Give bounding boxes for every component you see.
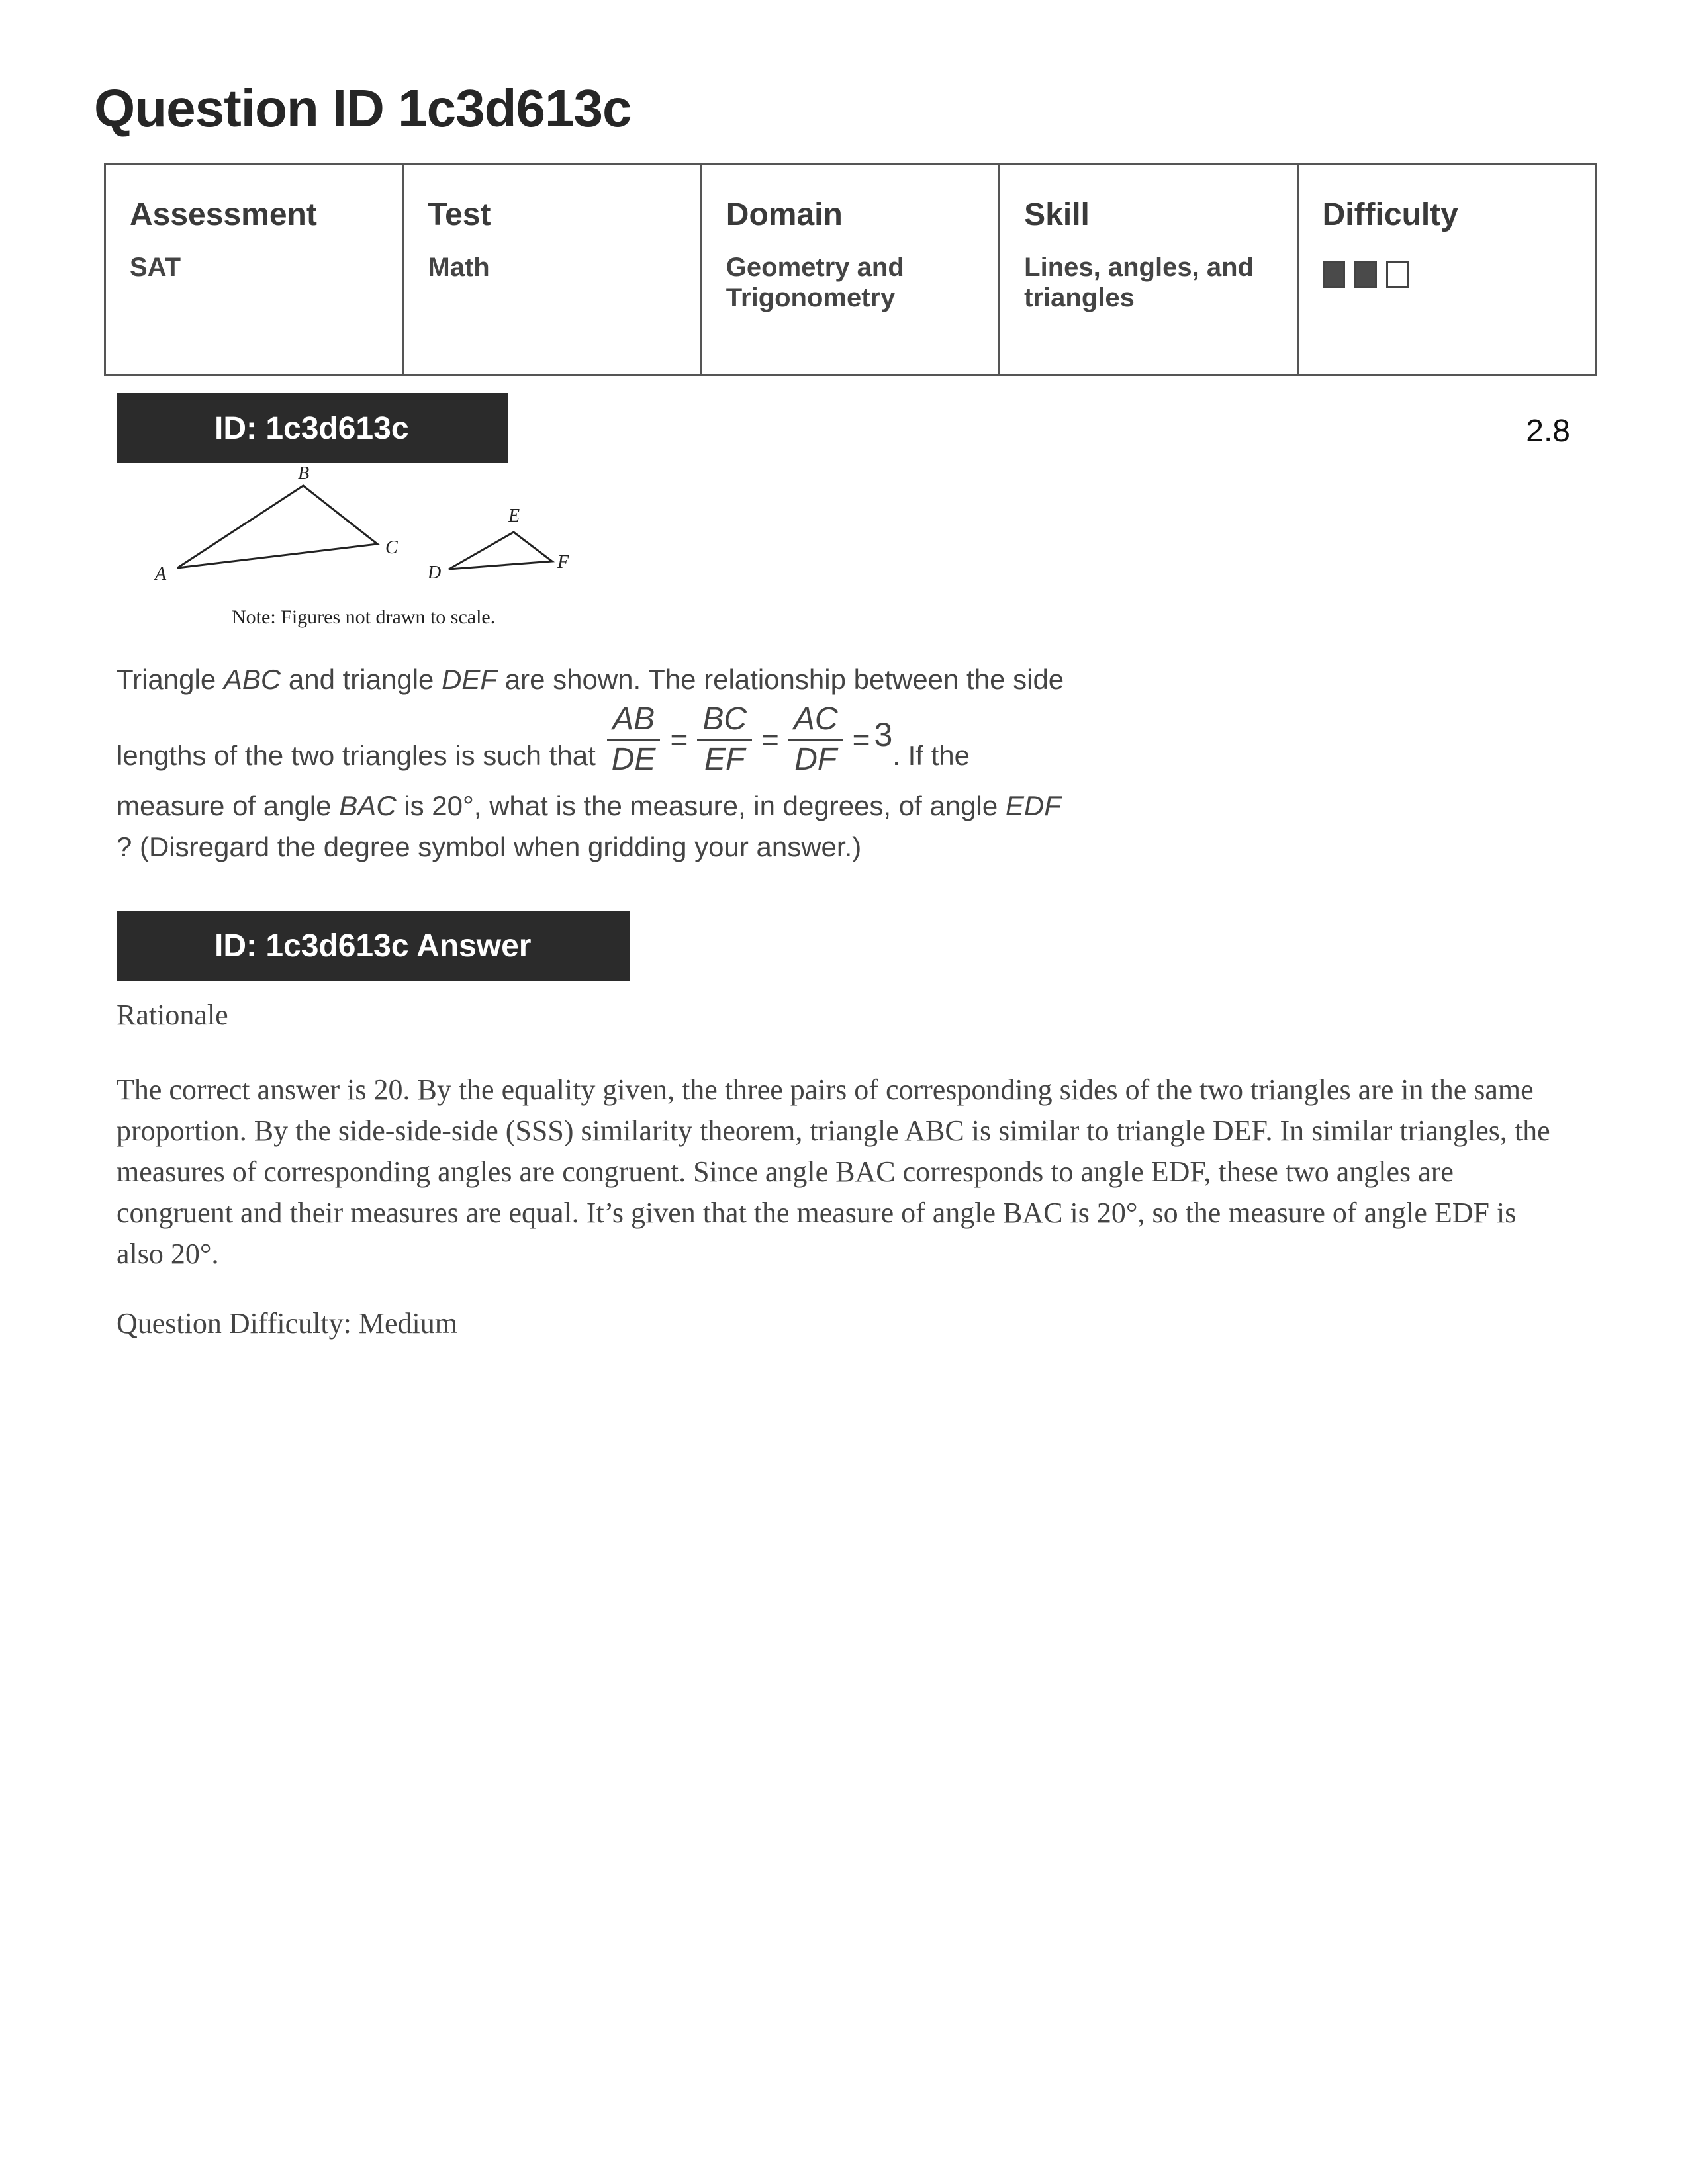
label-c: C bbox=[385, 537, 398, 558]
rationale-text: The correct answer is 20. By the equality given, the three pairs of corresponding sides of the two triangles are in the same proportion. By the side-side-side (SSS) similarity theorem, triangle ABC is similar to triangle DEF. In similar triangles, the measures of corresponding angles are congruent. Since angle BAC corresponds to angle EDF, these two angles are congruent and their measures are equal. It’s given that the measure of angle BAC is 20°, so the measure of angle EDF is also 20°. bbox=[117, 1073, 1550, 1270]
equals-sign: = bbox=[761, 722, 779, 757]
difficulty-cell bbox=[1297, 164, 1595, 375]
text-span: lengths of the two triangles is such that bbox=[117, 740, 596, 771]
triangle-def bbox=[449, 532, 552, 569]
question-text bbox=[117, 659, 1096, 868]
triangles-figure bbox=[147, 463, 597, 635]
domain-cell bbox=[701, 164, 999, 375]
angle-edf-label: EDF bbox=[1005, 790, 1061, 821]
denominator: DE bbox=[611, 742, 656, 777]
skill-value: Lines, angles, and triangles bbox=[1024, 253, 1254, 312]
difficulty-meter bbox=[1323, 261, 1571, 288]
difficulty-header: Difficulty bbox=[1322, 197, 1458, 232]
difficulty-box-filled bbox=[1354, 261, 1377, 288]
denominator: DF bbox=[794, 742, 837, 777]
text-span: and triangle bbox=[281, 664, 442, 695]
equals-sign: = bbox=[670, 722, 688, 757]
question-line-3 bbox=[117, 786, 1096, 827]
ratio-value: 3 bbox=[874, 715, 893, 753]
test-value: Math bbox=[428, 253, 490, 282]
rationale-label: Rationale bbox=[117, 999, 228, 1031]
assessment-header: Assessment bbox=[130, 197, 317, 232]
numerator: AC bbox=[788, 700, 843, 741]
text-span: . If the bbox=[892, 740, 970, 771]
label-d: D bbox=[428, 563, 442, 583]
label-b: B bbox=[298, 463, 310, 484]
numerator: BC bbox=[697, 700, 752, 741]
angle-bac-label: BAC bbox=[339, 790, 397, 821]
text-span: measure of angle bbox=[117, 790, 340, 821]
assessment-value: SAT bbox=[130, 253, 181, 282]
domain-value: Geometry and Trigonometry bbox=[726, 253, 904, 312]
page-title: Question ID 1c3d613c bbox=[94, 79, 632, 138]
fraction-bc-ef bbox=[697, 700, 752, 779]
numerator: AB bbox=[607, 700, 660, 741]
label-f: F bbox=[557, 552, 569, 572]
question-id-bar: ID: 1c3d613c bbox=[117, 393, 508, 463]
ratio-equation bbox=[606, 700, 893, 779]
difficulty-box-empty bbox=[1386, 261, 1409, 288]
figure-note: Note: Figures not drawn to scale. bbox=[232, 606, 496, 628]
text-span: Triangle bbox=[117, 664, 224, 695]
fraction-ac-df bbox=[788, 700, 843, 779]
skill-cell bbox=[1000, 164, 1297, 375]
triangle-abc bbox=[177, 486, 377, 568]
metadata-table bbox=[104, 163, 1597, 376]
score-value: 2.8 bbox=[1526, 414, 1570, 449]
denominator: EF bbox=[704, 742, 745, 777]
label-e: E bbox=[508, 506, 520, 526]
triangle-def-label: DEF bbox=[442, 664, 498, 695]
triangle-abc-label: ABC bbox=[223, 664, 281, 695]
question-line-2 bbox=[117, 700, 1096, 779]
domain-header: Domain bbox=[726, 197, 843, 232]
question-line-1 bbox=[117, 659, 1096, 700]
fraction-ab-de bbox=[606, 700, 661, 779]
assessment-cell bbox=[105, 164, 403, 375]
difficulty-box-filled bbox=[1323, 261, 1345, 288]
test-header: Test bbox=[428, 197, 491, 232]
label-a: A bbox=[155, 564, 167, 584]
question-line-4: ? (Disregard the degree symbol when gridding your answer.) bbox=[117, 831, 862, 862]
equals-sign: = bbox=[852, 722, 870, 757]
skill-header: Skill bbox=[1024, 197, 1090, 232]
question-difficulty: Question Difficulty: Medium bbox=[117, 1307, 457, 1340]
text-span: is 20°, what is the measure, in degrees, of angle bbox=[396, 790, 1006, 821]
answer-id-bar: ID: 1c3d613c Answer bbox=[117, 911, 630, 981]
test-cell bbox=[403, 164, 701, 375]
text-span: are shown. The relationship between the side bbox=[497, 664, 1064, 695]
